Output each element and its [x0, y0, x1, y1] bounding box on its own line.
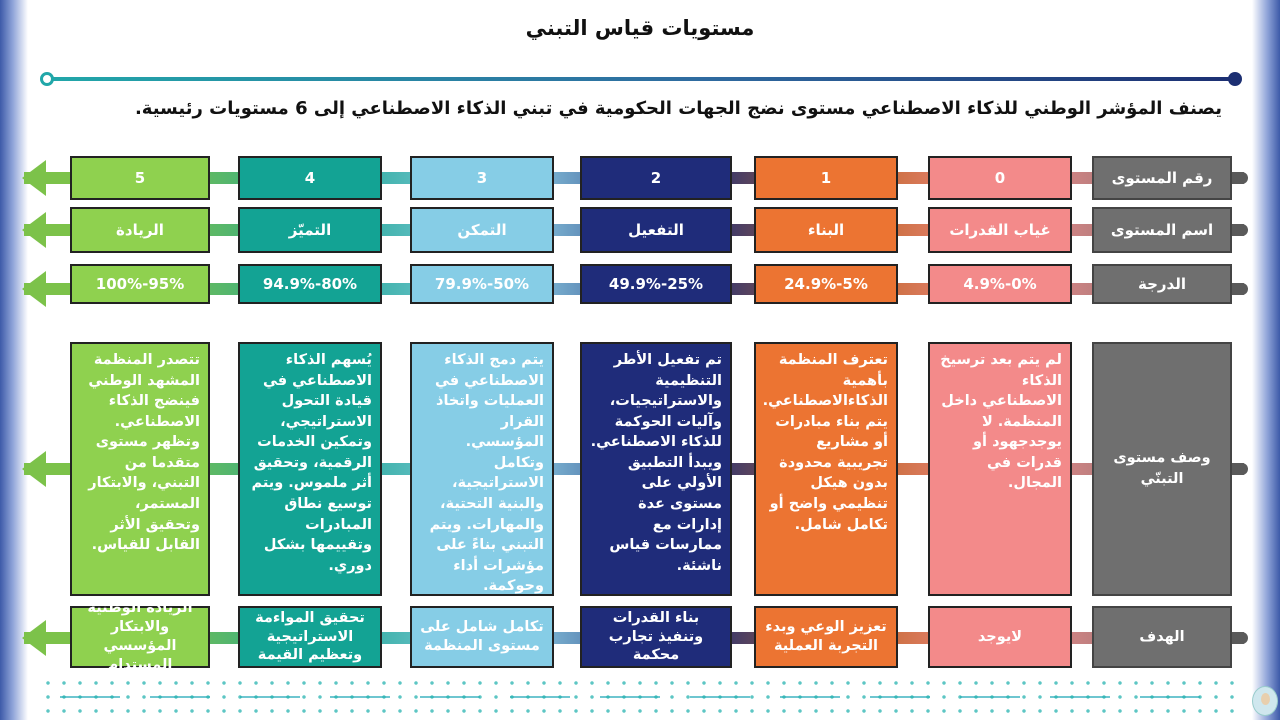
- level-0-name: غياب القدرات: [928, 207, 1072, 253]
- right-gradient-border: [1252, 0, 1280, 720]
- header-goal: الهدف: [1092, 606, 1232, 668]
- level-5-description: تتصدر المنظمة المشهد الوطني فينضج الذكاء الاصطناعي. وتظهر مستوى متقدما من التبني، والابتكار المستمر، وتحقيق الأثر القابل للقياس.: [70, 342, 210, 596]
- level-4-score: 80%-94.9%: [238, 264, 382, 304]
- avatar-logo-icon: [1252, 686, 1278, 716]
- level-3-description: يتم دمج الذكاء الاصطناعي في العمليات واتخاذ القرار المؤسسي. وتكامل الاستراتيجية، والبنية التحتية، والمهارات. ويتم التبني بناءً على مؤشرات أداء وحوكمة.: [410, 342, 554, 596]
- level-4-name: التميّز: [238, 207, 382, 253]
- page-title: مستويات قياس التبني: [525, 16, 755, 40]
- level-0-description: لم يتم بعد ترسيخ الذكاء الاصطناعي داخل المنظمة. لا يوجدجهود أو قدرات في المجال.: [928, 342, 1072, 596]
- level-5-goal: الريادة الوطنية والابتكار المؤسسي المستدام: [70, 606, 210, 668]
- level-0-number: 0: [928, 156, 1072, 200]
- header-score: الدرجة: [1092, 264, 1232, 304]
- level-0-goal: لايوجد: [928, 606, 1072, 668]
- title-divider-line: [44, 77, 1236, 81]
- header-level-name: اسم المستوى: [1092, 207, 1232, 253]
- level-0-score: 0%-4.9%: [928, 264, 1072, 304]
- divider-start-dot: [40, 72, 54, 86]
- intro-text: يصنف المؤشر الوطني للذكاء الاصطناعي مستوى نضج الجهات الحكومية في تبني الذكاء الاصطناعي إلى 6 مستويات رئيسية.: [134, 98, 1222, 119]
- header-level-number: رقم المستوى: [1092, 156, 1232, 200]
- level-3-name: التمكن: [410, 207, 554, 253]
- level-1-score: 5%-24.9%: [754, 264, 898, 304]
- level-2-goal: بناء القدرات وتنفيذ تجارب محكمة: [580, 606, 732, 668]
- level-5-number: 5: [70, 156, 210, 200]
- level-4-description: يُسهم الذكاء الاصطناعي في قيادة التحول الاستراتيجي، وتمكين الخدمات الرقمية، وتحقيق أثر ملموس. ويتم توسيع نطاق المبادرات وتقييمها بشكل دوري.: [238, 342, 382, 596]
- left-gradient-border: [0, 0, 28, 720]
- level-2-description: تم تفعيل الأطر التنظيمية والاستراتيجيات، وآليات الحوكمة للذكاء الاصطناعي. ويبدأ التطبيق الأولي على مستوى عدة إدارات مع ممارسات قياس ناشئة.: [580, 342, 732, 596]
- divider-end-dot: [1228, 72, 1242, 86]
- level-2-score: 25%-49.9%: [580, 264, 732, 304]
- level-5-score: 95%-100%: [70, 264, 210, 304]
- level-5-name: الريادة: [70, 207, 210, 253]
- level-4-goal: تحقيق المواءمة الاستراتيجية وتعظيم القيمة: [238, 606, 382, 668]
- level-2-name: التفعيل: [580, 207, 732, 253]
- level-3-goal: تكامل شامل على مستوى المنظمة: [410, 606, 554, 668]
- header-description: وصف مستوى التبنّي: [1092, 342, 1232, 596]
- level-1-goal: تعزيز الوعي وبدء التجربة العملية: [754, 606, 898, 668]
- level-3-number: 3: [410, 156, 554, 200]
- level-1-description: تعترف المنظمة بأهمية الذكاءالاصطناعي. يتم بناء مبادرات أو مشاريع تجريبية محدودة بدون هيكل تنظيمي واضح أو تكامل شامل.: [754, 342, 898, 596]
- level-2-number: 2: [580, 156, 732, 200]
- level-1-name: البناء: [754, 207, 898, 253]
- level-3-score: 50%-79.9%: [410, 264, 554, 304]
- level-4-number: 4: [238, 156, 382, 200]
- level-1-number: 1: [754, 156, 898, 200]
- dot-pattern-decoration: [40, 676, 1240, 716]
